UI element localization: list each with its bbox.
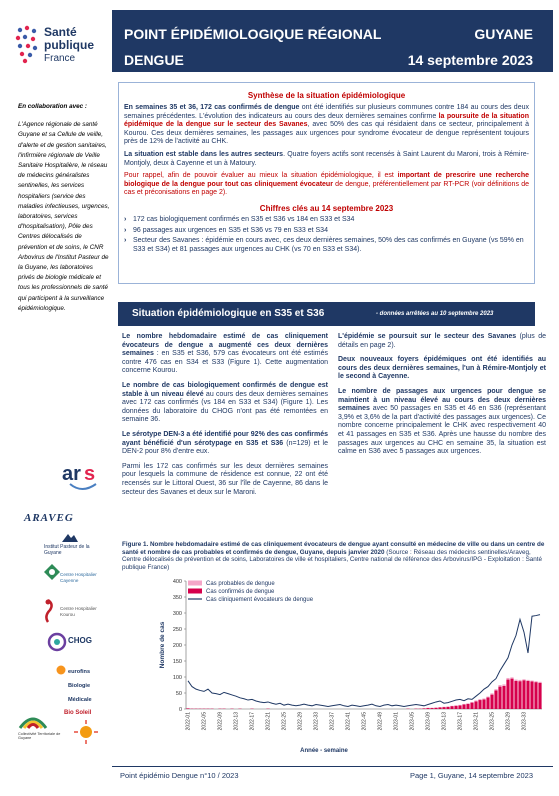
footer-issue: Point épidémio Dengue n°10 / 2023 <box>120 771 239 780</box>
bar-probables <box>486 697 489 698</box>
bar-confirmes <box>466 704 469 709</box>
y-tick-label: 400 <box>172 579 182 585</box>
y-tick-label: 350 <box>172 595 182 601</box>
x-tick-label: 2022-13 <box>233 712 240 731</box>
legend-swatch <box>188 581 202 586</box>
y-tick-label: 200 <box>172 643 182 649</box>
legend-label: Cas probables de dengue <box>206 581 275 587</box>
key-figure-item: › Secteur des Savanes : épidémie en cours avec, ces deux dernières semaines, 50% des cas confirmés en Guyane (vs 59% en S33 et S34) et 81 passages aux urgences au CHK (vs 70 en S33 et S34). <box>124 237 529 254</box>
dengue-chart <box>150 575 550 755</box>
x-tick-label: 2023-13 <box>441 712 448 731</box>
collaboration-text <box>18 102 110 314</box>
bar-probables <box>526 680 529 681</box>
bar-confirmes <box>422 708 425 709</box>
bar-probables <box>482 698 485 699</box>
synthesis-title: Synthèse de la situation épidémiologique <box>247 91 406 100</box>
page-subtitle: DENGUE <box>124 52 184 68</box>
bar-probables <box>458 705 461 706</box>
logo-france: France <box>44 53 76 64</box>
x-tick-label: 2023-01 <box>393 712 400 731</box>
bar-probables <box>522 679 525 680</box>
x-tick-label: 2022-21 <box>265 712 272 731</box>
partner-logo-biosoleil: Bio Soleil <box>64 710 110 750</box>
key-figure-item: › 172 cas biologiquement confirmés en S35 et S36 vs 184 en S33 et S34 <box>124 216 529 225</box>
partner-logo-araveg: ARAVEG <box>24 512 74 524</box>
sante-publique-france-logo <box>14 22 104 72</box>
bar-probables <box>534 681 537 682</box>
bar-confirmes <box>470 703 473 709</box>
left-paragraph-4: Parmi les 172 cas confirmés sur les deux dernières semaines pour lesquels la commune de résidence est connue, 22 ont été recensés sur le Littoral Ouest, 36 sur l'île de Cayenne, 86 dans le secteur des Savanes et deux sur le Maroni. <box>122 462 328 496</box>
x-tick-label: 2022-09 <box>217 712 224 731</box>
header-banner <box>112 10 553 72</box>
partner-logo-chog: CHOG <box>46 632 106 658</box>
bar-probables <box>462 704 465 705</box>
legend-label: Cas confirmés de dengue <box>206 589 275 595</box>
right-paragraph-3: Le nombre de passages aux urgences pour dengue se maintient à un niveau élevé au cours des deux dernières semaines avec 50 passages en S35 et 46 en S36 (représentant 3,9% et 3,6% de la part d'activité des passages aux urgences). Ce nombre concerne principalement le CHK avec respectivement 40 et 41 passages en S35 et S36. Après une hausse du nombre des passages aux urgences au CHC en semaine 35, la situation est calme en S36 avec 5 passages aux urgences. <box>338 387 546 456</box>
right-column <box>338 333 546 463</box>
y-tick-label: 250 <box>172 627 182 633</box>
bar-confirmes <box>510 679 513 709</box>
bar-confirmes <box>494 690 497 709</box>
bar-confirmes <box>482 699 485 709</box>
footer-divider <box>112 766 553 767</box>
bar-confirmes <box>526 681 529 709</box>
y-tick-label: 150 <box>172 659 182 665</box>
section-note: - données arrêtées au 10 septembre 2023 <box>376 311 494 317</box>
bar-confirmes <box>186 708 189 709</box>
legend-label: Cas cliniquement évocateurs de dengue <box>206 597 314 603</box>
x-tick-label: 2022-29 <box>297 712 304 731</box>
synthesis-paragraph-3: Pour rappel, afin de pouvoir évaluer au mieux la situation épidémiologique, il est important de prescrire une recherche biologique de la dengue pour tout cas cliniquement évocateur de dengue, préférentiellement par RT-PCR (voir définitions de cas et préconisations en page 2). <box>124 172 529 197</box>
line-evocateurs <box>188 615 540 707</box>
y-axis-label: Nombre de cas <box>159 621 166 669</box>
logo-dots-icon <box>14 24 40 64</box>
bar-probables <box>474 700 477 701</box>
y-tick-label: 50 <box>175 691 182 697</box>
bar-confirmes <box>530 681 533 709</box>
bar-probables <box>454 705 457 706</box>
synthesis-paragraph-2: La situation est stable dans les autres secteurs. Quatre foyers actifs sont recensés à Saint Laurent du Maroni, trois à Rémire-Montjoly, deux à Cayenne et un à Matoury. <box>124 150 529 167</box>
collab-head: En collaboration avec : <box>18 103 87 110</box>
y-tick-label: 0 <box>178 707 182 713</box>
bar-confirmes <box>518 681 521 709</box>
bar-confirmes <box>490 695 493 709</box>
section-header <box>118 302 535 326</box>
bar-probables <box>494 689 497 690</box>
region-label: GUYANE <box>474 26 533 42</box>
x-tick-label: 2022-25 <box>281 712 288 731</box>
bar-probables <box>530 681 533 682</box>
bar-confirmes <box>502 686 505 709</box>
legend-swatch <box>188 589 202 594</box>
partner-logo-chc: Centre Hospitalier Cayenne <box>40 562 106 596</box>
bar-probables <box>466 703 469 704</box>
bar-probables <box>502 684 505 686</box>
partner-logo-chk: Centre Hospitalier Kourou <box>38 598 108 626</box>
left-paragraph-3: Le sérotype DEN-3 a été identifié pour 92% des cas confirmés ayant bénéficié d'un sérotypage en S35 et S36 (n=129) et le DEN-2 pour 8% d'entre eux. <box>122 430 328 456</box>
bar-probables <box>514 680 517 681</box>
bar-confirmes <box>430 708 433 709</box>
x-tick-label: 2023-21 <box>473 712 480 731</box>
bar-probables <box>470 702 473 703</box>
bar-confirmes <box>538 683 541 709</box>
x-tick-label: 2022-49 <box>377 712 384 731</box>
x-tick-label: 2022-17 <box>249 712 256 731</box>
x-tick-label: 2022-05 <box>201 712 208 731</box>
figure-caption: Figure 1. Nombre hebdomadaire estimé de cas cliniquement évocateurs de dengue ayant consulté en médecine de ville ou dans un centre de santé et nombre de cas probables et confirmés de dengue, Guyane, depuis janvier 2020 (Source : Réseau des médecins sentinelles/Araveg, Centre délocalisés de prévention et de soins, Laboratoires de ville et hospitaliers, Centre national de référence des Arbovirus/IPG - Exploitation : Santé publique France) <box>122 541 545 571</box>
bar-confirmes <box>478 700 481 709</box>
bar-confirmes <box>486 697 489 709</box>
x-tick-label: 2022-37 <box>329 712 336 731</box>
bar-confirmes <box>458 705 461 709</box>
left-paragraph-1: Le nombre hebdomadaire estimé de cas cliniquement évocateurs de dengue a augmenté ces deux dernières semaines : en S35 et S36, 579 cas évocateurs ont été estimés contre 476 cas en S34 et S33 (Figure 1). Cette augmentation concerne Kourou. <box>122 333 328 375</box>
bar-confirmes <box>462 705 465 709</box>
x-tick-label: 2022-01 <box>185 712 192 731</box>
x-tick-label: 2023-09 <box>425 712 432 731</box>
synthesis-paragraph-1: En semaines 35 et 36, 172 cas confirmés de dengue ont été identifiés sur plusieurs communes contre 184 au cours des deux semaines précédentes. L'évolution des indicateurs au cours des deux dernières semaines confirme la poursuite de la situation épidémique de la dengue sur le secteur des Savanes, avec 50% des cas qui résidaient dans ce secteur, principalement à Kourou. Ces deux dernières semaines, les passages aux urgences pour syndrome évocateur de dengue représentent toujours près de 12% de l'activité au CHK. <box>124 104 529 146</box>
bar-confirmes <box>514 681 517 709</box>
issue-date: 14 septembre 2023 <box>407 52 533 68</box>
left-paragraph-2: Le nombre de cas biologiquement confirmés de dengue est stable à un niveau élevé au cours des deux dernières semaines avec 172 cas confirmés (vs 184 en S33 et S34) (Figure 1). Les données du laboratoire du CHOG n'ont pas été remontées en semaine 36. <box>122 381 328 424</box>
key-figure-item: › 96 passages aux urgences en S35 et S36 vs 79 en S33 et S34 <box>124 227 529 236</box>
left-column <box>122 333 328 503</box>
bar-confirmes <box>446 707 449 709</box>
bar-confirmes <box>450 706 453 709</box>
x-tick-label: 2022-33 <box>313 712 320 731</box>
partner-logo-ars <box>60 458 104 494</box>
svg-text:s: s <box>84 463 96 485</box>
bar-probables <box>478 699 481 700</box>
bar-probables <box>538 682 541 683</box>
partner-logo-eurofins: eurofins Biologie Médicale <box>56 663 110 693</box>
bar-probables <box>506 678 509 680</box>
partner-logo-pasteur: Institut Pasteur de la Guyane <box>44 532 108 556</box>
bar-confirmes <box>474 701 477 709</box>
svg-text:ar: ar <box>62 463 81 485</box>
x-tick-label: 2023-29 <box>505 712 512 731</box>
synthesis-box <box>118 82 535 284</box>
bar-probables <box>498 685 501 687</box>
right-paragraph-1: L'épidémie se poursuit sur le secteur des Savanes (plus de détails en page 2). <box>338 333 546 349</box>
page-title: POINT ÉPIDÉMIOLOGIQUE RÉGIONAL <box>124 26 382 42</box>
section-title: Situation épidémiologique en S35 et S36 <box>132 308 325 319</box>
y-tick-label: 100 <box>172 675 182 681</box>
bar-confirmes <box>426 708 429 709</box>
bar-confirmes <box>522 680 525 709</box>
sidebar <box>0 0 112 796</box>
x-tick-label: 2022-41 <box>345 712 352 731</box>
logo-text: Santé publique <box>44 25 94 52</box>
x-tick-label: 2023-17 <box>457 712 464 731</box>
key-figures-list <box>119 216 534 254</box>
x-tick-label: 2022-45 <box>361 712 368 731</box>
bar-probables <box>510 677 513 678</box>
x-axis-label: Année - semaine <box>300 748 348 754</box>
bar-probables <box>490 693 493 694</box>
bar-confirmes <box>438 707 441 709</box>
bar-confirmes <box>498 687 501 709</box>
footer-page: Page 1, Guyane, 14 septembre 2023 <box>409 771 533 780</box>
bar-confirmes <box>434 708 437 709</box>
bar-confirmes <box>534 682 537 709</box>
bar-probables <box>518 680 521 681</box>
bar-confirmes <box>442 707 445 709</box>
bar-confirmes <box>506 680 509 709</box>
right-paragraph-2: Deux nouveaux foyers épidémiques ont été identifiés au cours des deux dernières semaines, l'un à Rémire-Montjoly et le second à Cayenne. <box>338 356 546 381</box>
y-tick-label: 300 <box>172 611 182 617</box>
bar-confirmes <box>454 706 457 709</box>
collab-body: L'Agence régionale de santé Guyane et sa Cellule de veille, d'alerte et de gestion sanitaires, l'infirmière régionale de Veille Sanitaire Hospitalière, le réseau de médecins généralistes sentinelles, les services hospitaliers (service des maladies infectieuses, urgences, laboratoires, services d'hospitalisation), Pôle des Centres délocalisés de prévention et de soins, le CNR Arbovirus de l'Institut Pasteur de la Guyane, les laboratoires privés de biologie médicale et tous les professionnels de santé qui participent à la surveillance épidémiologique. <box>18 121 110 312</box>
x-tick-label: 2023-33 <box>521 712 528 731</box>
partner-logo-ctg: Collectivité Territoriale de Guyane <box>18 708 62 748</box>
x-tick-label: 2023-25 <box>489 712 496 731</box>
x-tick-label: 2023-05 <box>409 712 416 731</box>
key-figures-title: Chiffres clés au 14 septembre 2023 <box>259 203 394 213</box>
